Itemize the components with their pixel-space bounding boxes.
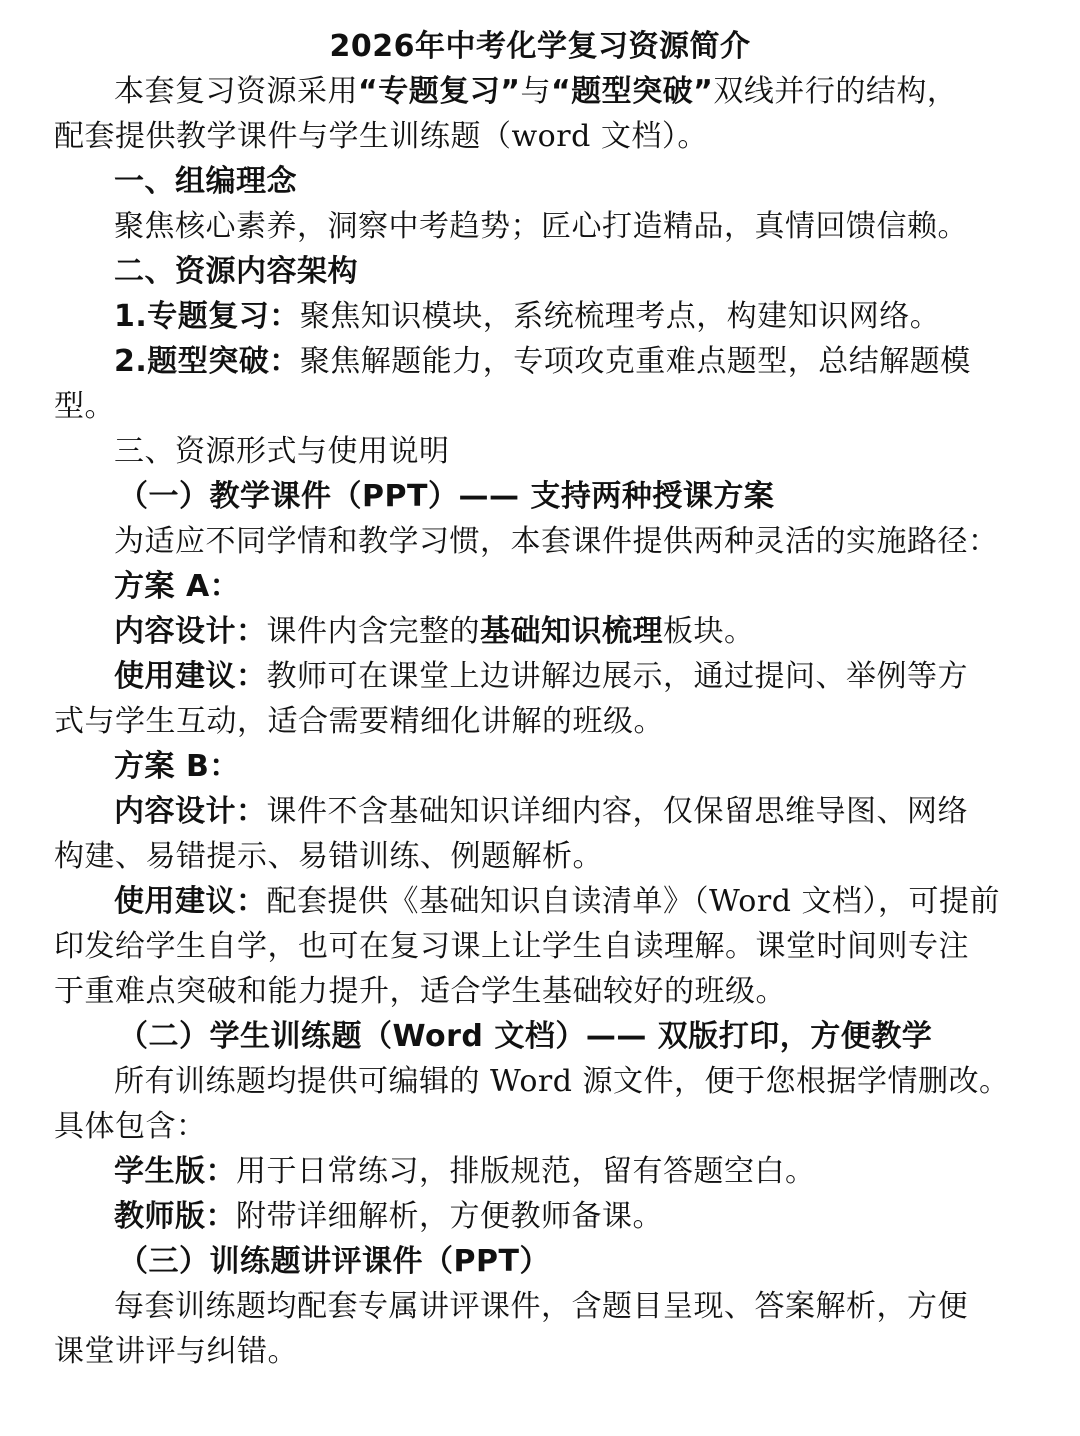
structure-item-continuation: 型。 [54,389,115,424]
field-text: 课件不含基础知识详细内容，仅保留思维导图、网络 [266,794,968,829]
exercises-intro-continuation: 具体包含： [54,1109,207,1144]
plan-b-label: 方案 B： [114,749,240,784]
concept-text: 聚焦核心素养，洞察中考趋势；匠心打造精品，真情回馈信赖。 [114,209,968,244]
intro-text-end: 双线并行的结构， [713,74,958,109]
document-title: 2026年中考化学复习资源简介 [329,29,751,64]
plan-b-design-continuation: 构建、易错提示、易错训练、例题解析。 [54,839,603,874]
ppt-intro: 为适应不同学情和教学习惯，本套课件提供两种灵活的实施路径： [114,524,999,559]
field-text-end: 板块。 [663,614,755,649]
item-text: 聚焦知识模块，系统梳理考点，构建知识网络。 [299,299,941,334]
intro-highlight-topic-review: “专题复习” [358,74,521,109]
field-text: 用于日常练习，排版规范，留有答题空白。 [236,1154,816,1189]
field-text: 教师可在课堂上边讲解边展示，通过提问、举例等方 [266,659,968,694]
intro-continuation: 配套提供教学课件与学生训练题（word 文档）。 [54,119,708,154]
plan-b-advice [114,880,1080,924]
review-ppt-continuation: 课堂讲评与纠错。 [54,1334,298,1369]
field-label: 内容设计： [114,614,267,649]
intro-text-and: 与 [520,74,551,109]
field-text: 附带详细解析，方便教师备课。 [236,1199,663,1234]
section-heading-usage: 三、资源形式与使用说明 [114,434,450,469]
plan-a-label: 方案 A： [114,569,241,604]
subsection-heading-exercises: （二）学生训练题（Word 文档）—— 双版打印，方便教学 [118,1019,933,1054]
plan-a-design [114,610,1080,654]
field-highlight: 基础知识梳理 [480,614,663,649]
plan-a-advice-continuation: 式与学生互动，适合需要精细化讲解的班级。 [54,704,664,739]
plan-b-design [114,790,1080,834]
field-text: 课件内含完整的 [266,614,480,649]
exercises-intro: 所有训练题均提供可编辑的 Word 源文件，便于您根据学情删改。 [114,1064,1010,1099]
structure-item-topic-review [114,295,1080,339]
intro-paragraph [114,70,1080,114]
student-version [114,1150,1080,1194]
subsection-heading-ppt: （一）教学课件（PPT）—— 支持两种授课方案 [118,479,775,514]
subsection-heading-review-ppt: （三）训练题讲评课件（PPT） [118,1244,550,1279]
item-text: 聚焦解题能力，专项攻克重难点题型，总结解题模 [299,344,971,379]
section-heading-structure: 二、资源内容架构 [114,254,358,289]
structure-item-question-types [114,340,1080,384]
field-label: 内容设计： [114,794,267,829]
intro-text: 本套复习资源采用 [114,74,358,109]
section-heading-concept: 一、组编理念 [114,164,297,199]
review-ppt-text: 每套训练题均配套专属讲评课件，含题目呈现、答案解析，方便 [114,1289,968,1324]
plan-b-advice-continuation-1: 印发给学生自学，也可在复习课上让学生自读理解。课堂时间则专注 [54,929,969,964]
item-label: 1.专题复习： [114,299,300,334]
teacher-version [114,1195,1080,1239]
item-label: 2.题型突破： [114,344,300,379]
field-label: 学生版： [114,1154,236,1189]
intro-highlight-question-types: “题型突破” [550,74,714,109]
field-label: 使用建议： [114,659,267,694]
field-label: 教师版： [114,1199,236,1234]
field-label: 使用建议： [114,884,267,919]
field-text: 配套提供《基础知识自读清单》（Word 文档），可提前 [266,884,1000,919]
plan-a-advice [114,655,1080,699]
plan-b-advice-continuation-2: 于重难点突破和能力提升，适合学生基础较好的班级。 [54,974,786,1009]
